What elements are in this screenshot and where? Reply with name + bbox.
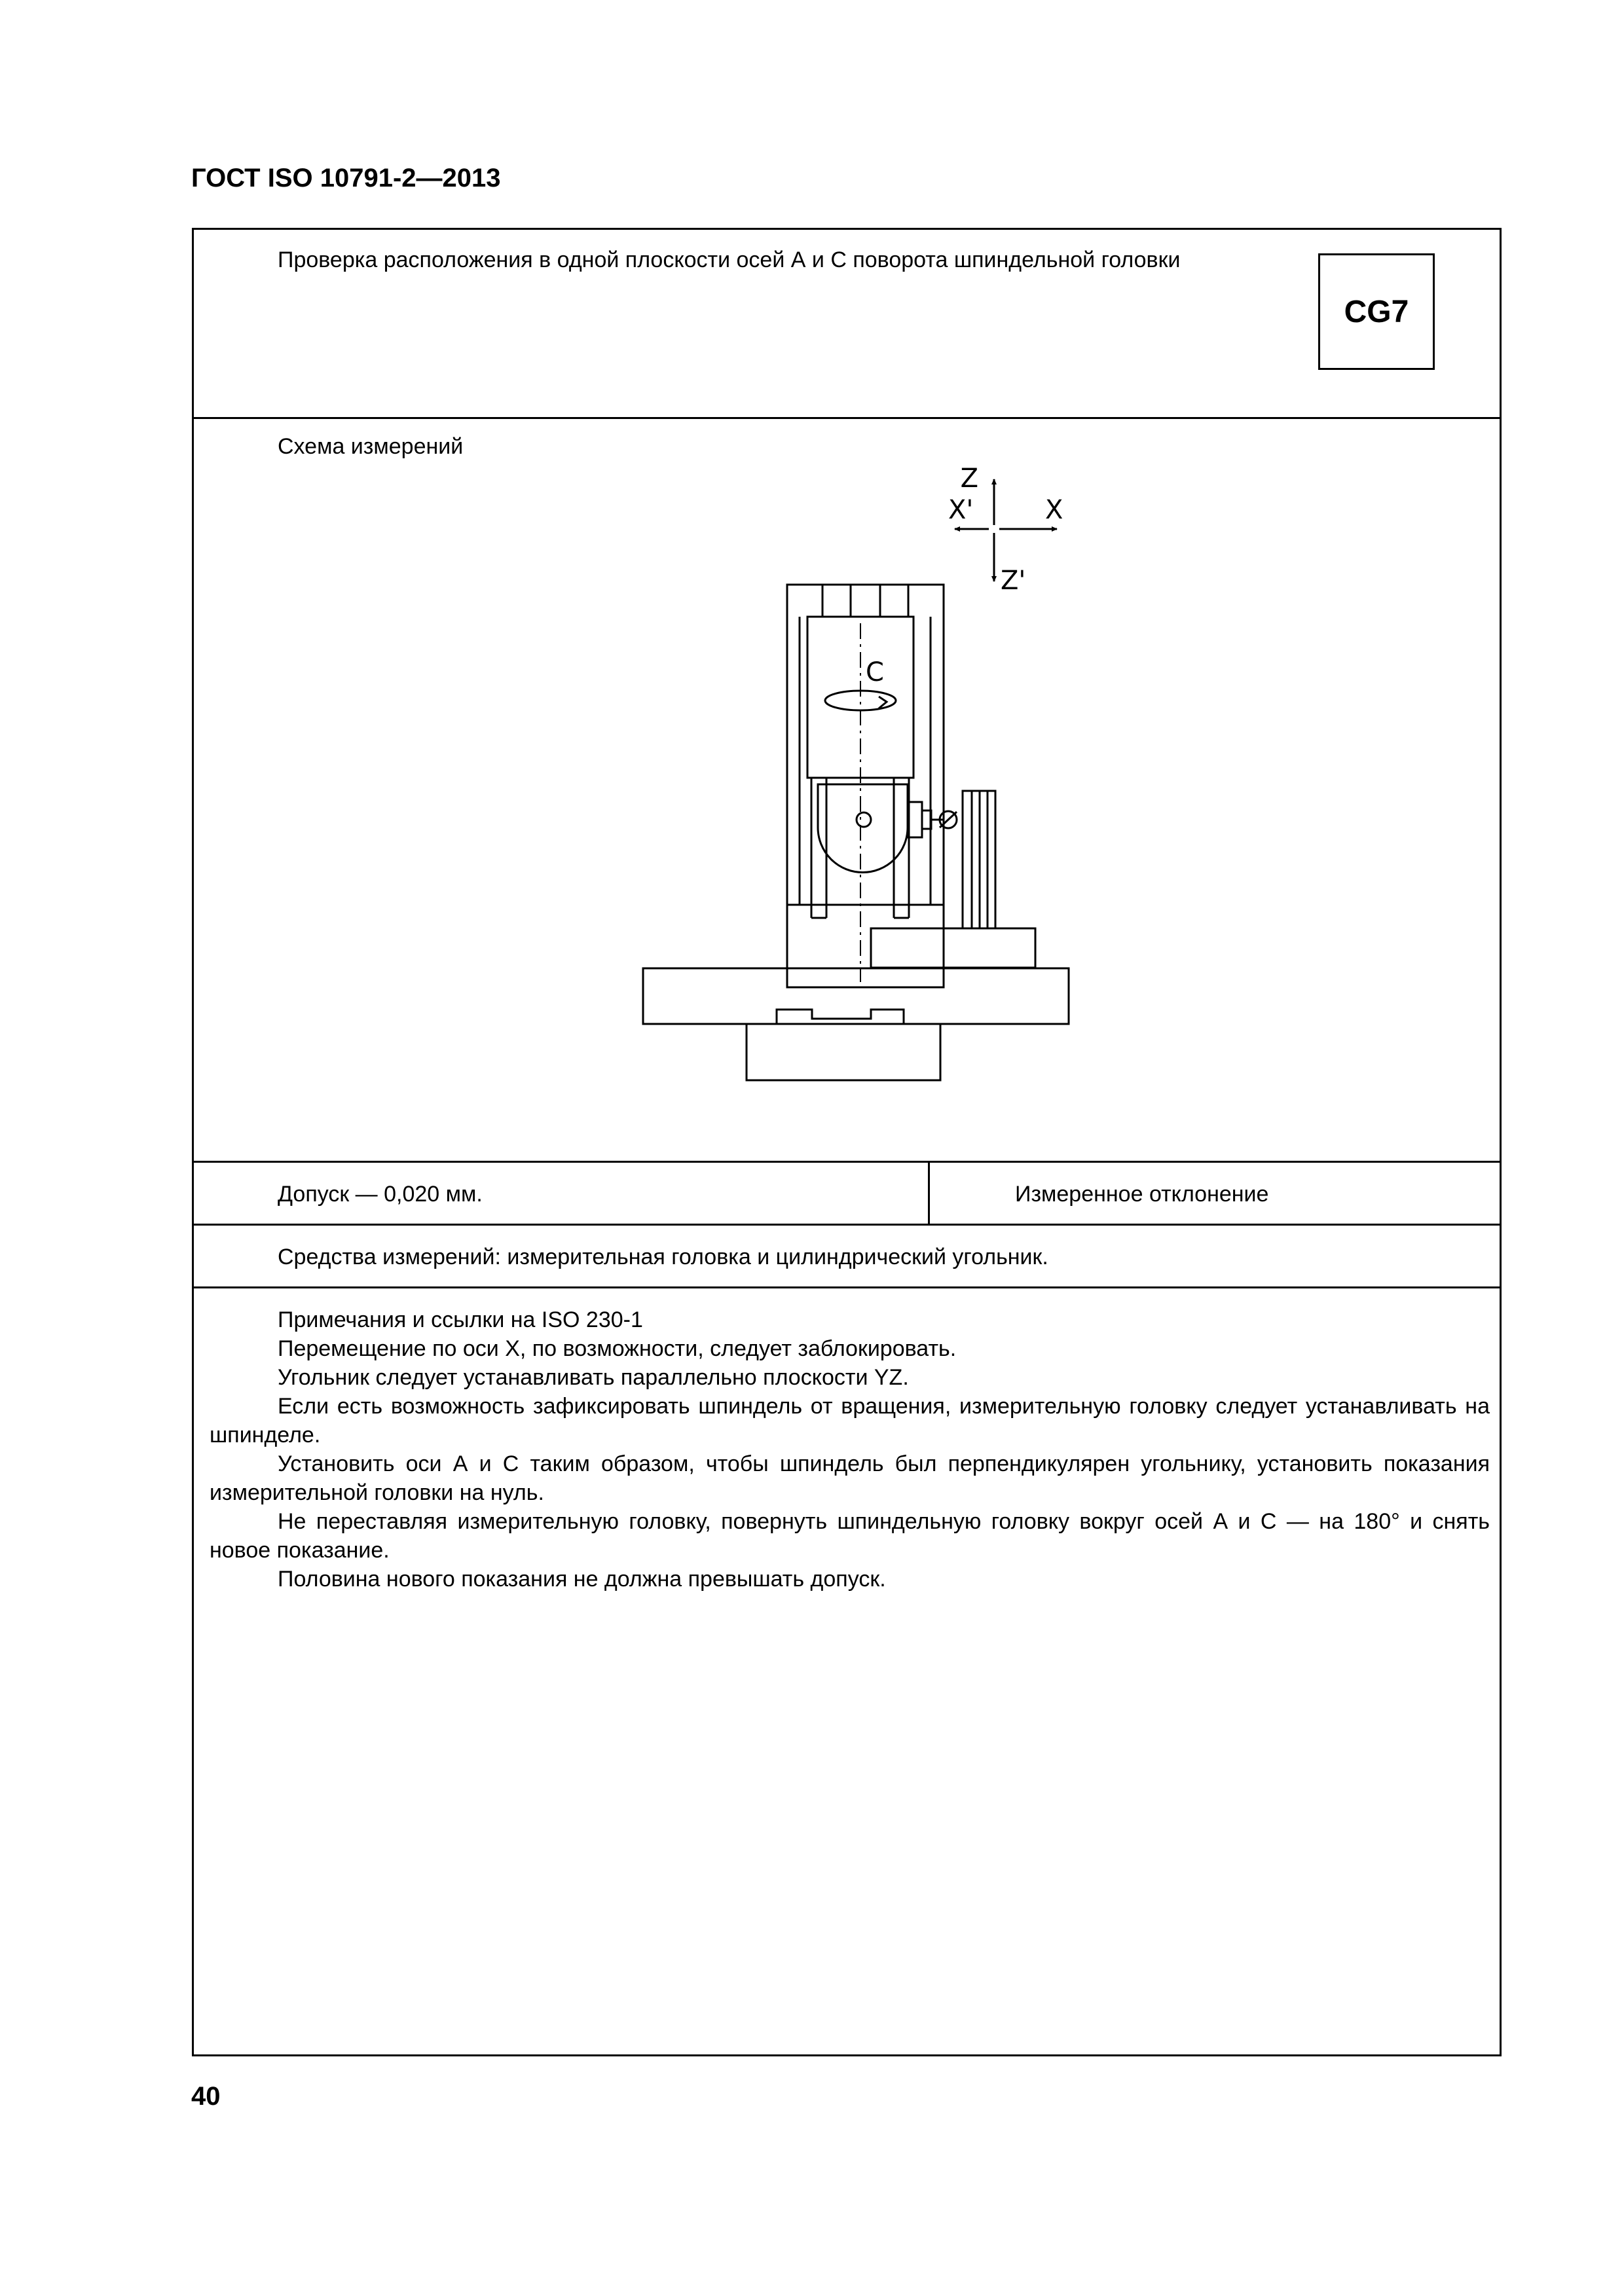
tolerance-row	[194, 1163, 1500, 1226]
note-paragraph: Половина нового показания не должна превышать допуск.	[278, 1567, 886, 1592]
c-label: C	[866, 657, 884, 687]
machine-table	[643, 968, 1069, 1024]
scheme-label: Схема измерений	[278, 434, 464, 459]
x-label: X	[1045, 495, 1063, 525]
measuring-means: Средства измерений: измерительная головка и цилиндрический угольник.	[278, 1245, 1048, 1269]
measured-deviation-label: Измеренное отклонение	[1015, 1182, 1269, 1207]
measurement-diagram	[194, 419, 1500, 1159]
page-number: 40	[191, 2082, 221, 2111]
saddle	[747, 1010, 940, 1080]
title-row	[194, 230, 1500, 419]
check-card	[192, 228, 1502, 2056]
note-paragraph: Если есть возможность зафиксировать шпиндель от вращения, измерительную головку следует устанавливать на шпинделе.	[210, 1394, 1490, 1448]
note-paragraph: Угольник следует устанавливать параллельно плоскости YZ.	[278, 1365, 909, 1390]
notes-heading: Примечания и ссылки на ISO 230-1	[278, 1307, 643, 1332]
note-paragraph: Установить оси А и С таким образом, чтобы шпиндель был перпендикулярен угольнику, установить показания измерительной головки на нуль.	[210, 1451, 1490, 1505]
check-code-box: CG7	[1318, 253, 1435, 370]
base-plate	[871, 928, 1035, 968]
z-label: Z	[960, 464, 978, 494]
column-divider	[928, 1163, 930, 1224]
z-prime-label: Z'	[1001, 566, 1026, 596]
check-title: Проверка расположения в одной плоскости осей А и С поворота шпиндельной головки	[278, 247, 1181, 272]
notes-block	[210, 1305, 1490, 1594]
tolerance-value: Допуск — 0,020 мм.	[278, 1182, 483, 1207]
note-paragraph: Не переставляя измерительную головку, повернуть шпиндельную головку вокруг осей А и С — на 180° и снять новое показание.	[210, 1509, 1490, 1563]
notes-row	[194, 1288, 1500, 2054]
a-axis-pivot	[857, 812, 871, 827]
means-row	[194, 1226, 1500, 1288]
document-header: ГОСТ ISO 10791-2—2013	[191, 164, 501, 192]
scheme-row	[194, 419, 1500, 1163]
note-paragraph: Перемещение по оси X, по возможности, следует заблокировать.	[278, 1336, 957, 1361]
x-prime-label: X'	[948, 495, 974, 525]
